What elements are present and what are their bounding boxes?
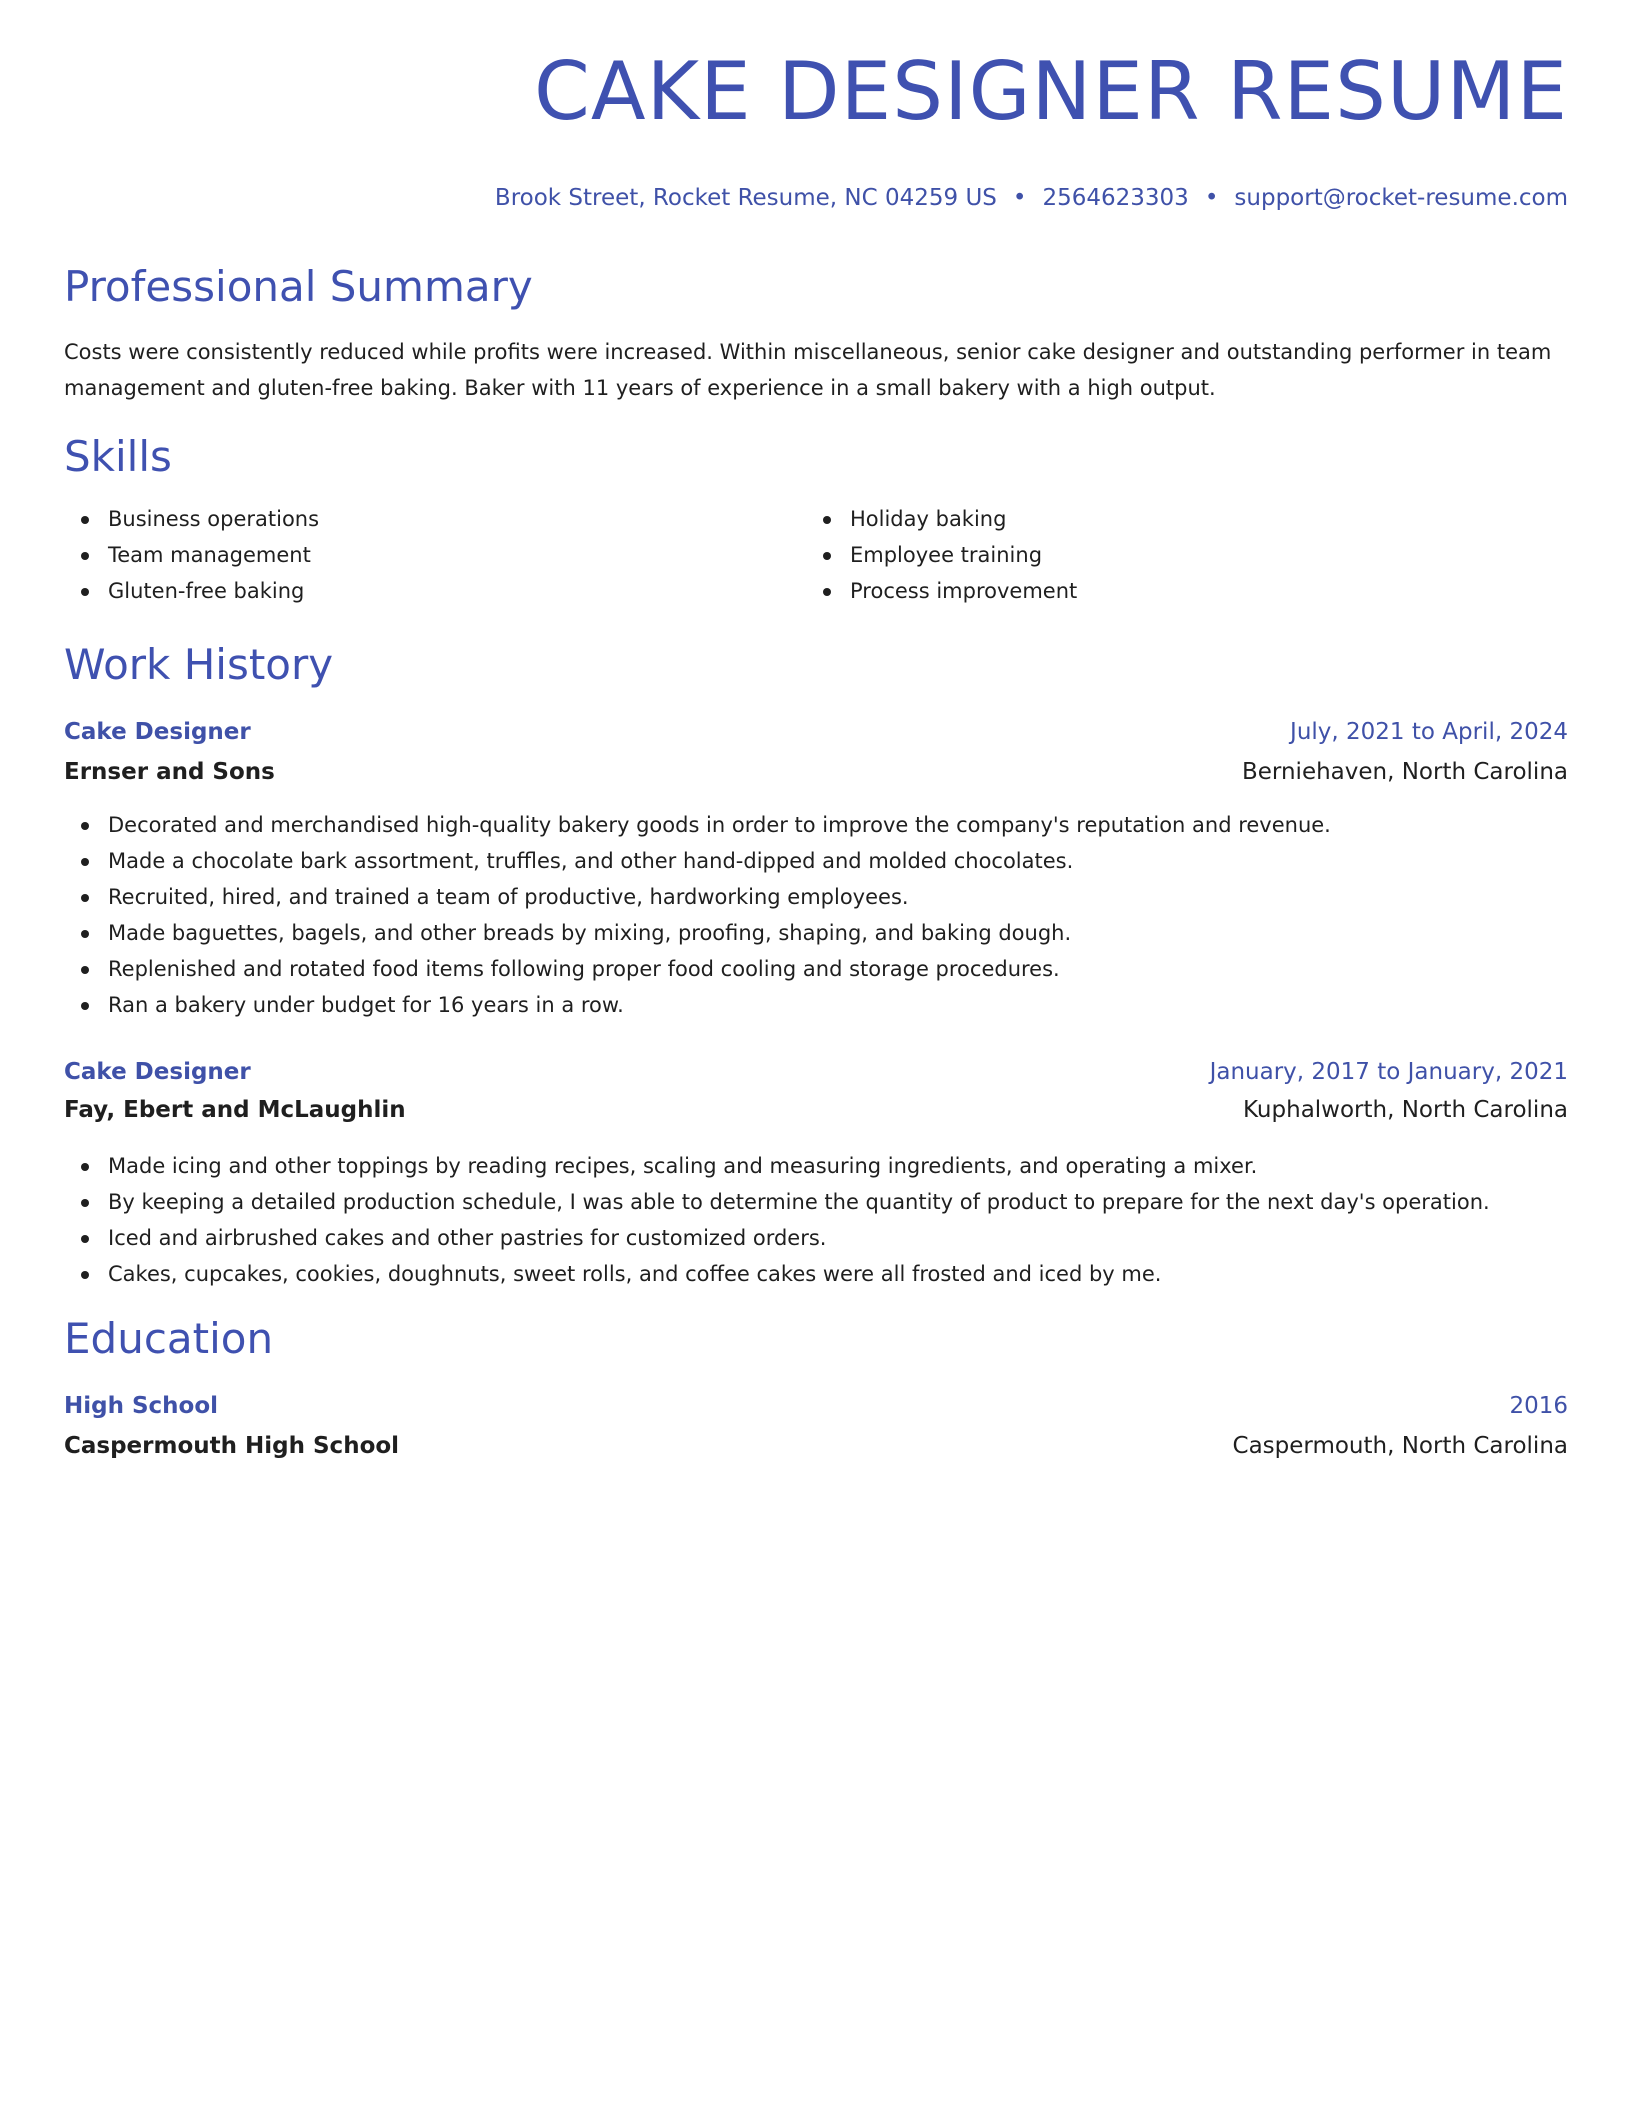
company-location: Kuphalworth, North Carolina [1243,1097,1568,1123]
contact-phone: 2564623303 [1042,185,1189,211]
duty-item: Iced and airbrushed cakes and other pastries for customized orders. [64,1220,1490,1256]
school-name: Caspermouth High School [64,1433,400,1459]
skill-item: Employee training [806,537,1077,573]
duty-item: Ran a bakery under budget for 16 years in a row. [64,987,1331,1023]
duty-item: Made a chocolate bark assortment, truffles, and other hand-dipped and molded chocolates. [64,843,1331,879]
company-name: Fay, Ebert and McLaughlin [64,1097,406,1123]
skill-item: Process improvement [806,573,1077,609]
job-title: Cake Designer [64,719,251,745]
company-row [64,1094,1568,1126]
education-school-row [64,1430,1568,1462]
job-header [64,716,1568,748]
school-location: Caspermouth, North Carolina [1232,1433,1568,1459]
duty-item: Replenished and rotated food items following proper food cooling and storage procedures. [64,951,1331,987]
skills-list-left [64,501,319,609]
section-heading-work: Work History [64,640,334,689]
contact-line [495,184,1568,212]
company-row [64,756,1568,788]
company-name: Ernser and Sons [64,759,275,785]
section-heading-education: Education [64,1314,274,1363]
summary-text: Costs were consistently reduced while profits were increased. Within miscellaneous, senior cake designer and outstanding performer in team management and gluten-free baking. Baker with 11 years of experience in a small bakery with a high output. [64,340,1552,400]
company-location: Berniehaven, North Carolina [1242,759,1568,785]
skill-item: Business operations [64,501,319,537]
job-dates: January, 2017 to January, 2021 [1209,1059,1568,1085]
resume-title: CAKE DESIGNER RESUME [534,45,1568,138]
skills-list-right [806,501,1077,609]
duty-item: Made icing and other toppings by reading recipes, scaling and measuring ingredients, and operating a mixer. [64,1148,1490,1184]
education-year: 2016 [1509,1393,1568,1419]
duty-item: Made baguettes, bagels, and other breads by mixing, proofing, shaping, and baking dough. [64,915,1331,951]
duty-item: Cakes, cupcakes, cookies, doughnuts, sweet rolls, and coffee cakes were all frosted and iced by me. [64,1256,1490,1292]
education-degree: High School [64,1393,219,1419]
education-header [64,1390,1568,1422]
contact-address: Brook Street, Rocket Resume, NC 04259 US [494,185,997,211]
section-heading-summary: Professional Summary [64,262,533,311]
contact-separator: • [1204,185,1219,211]
skill-item: Holiday baking [806,501,1077,537]
section-heading-skills: Skills [64,432,172,481]
job-header [64,1056,1568,1088]
contact-separator: • [1012,185,1027,211]
job-duties-list [64,1148,1490,1292]
job-dates: July, 2021 to April, 2024 [1290,719,1568,745]
duty-item: By keeping a detailed production schedule, I was able to determine the quantity of product to prepare for the next day's operation. [64,1184,1490,1220]
skill-item: Gluten-free baking [64,573,319,609]
job-title: Cake Designer [64,1059,251,1085]
duty-item: Decorated and merchandised high-quality bakery goods in order to improve the company's reputation and revenue. [64,807,1331,843]
duty-item: Recruited, hired, and trained a team of productive, hardworking employees. [64,879,1331,915]
contact-email[interactable]: support@rocket-resume.com [1234,185,1568,211]
job-duties-list [64,807,1331,1023]
skill-item: Team management [64,537,319,573]
